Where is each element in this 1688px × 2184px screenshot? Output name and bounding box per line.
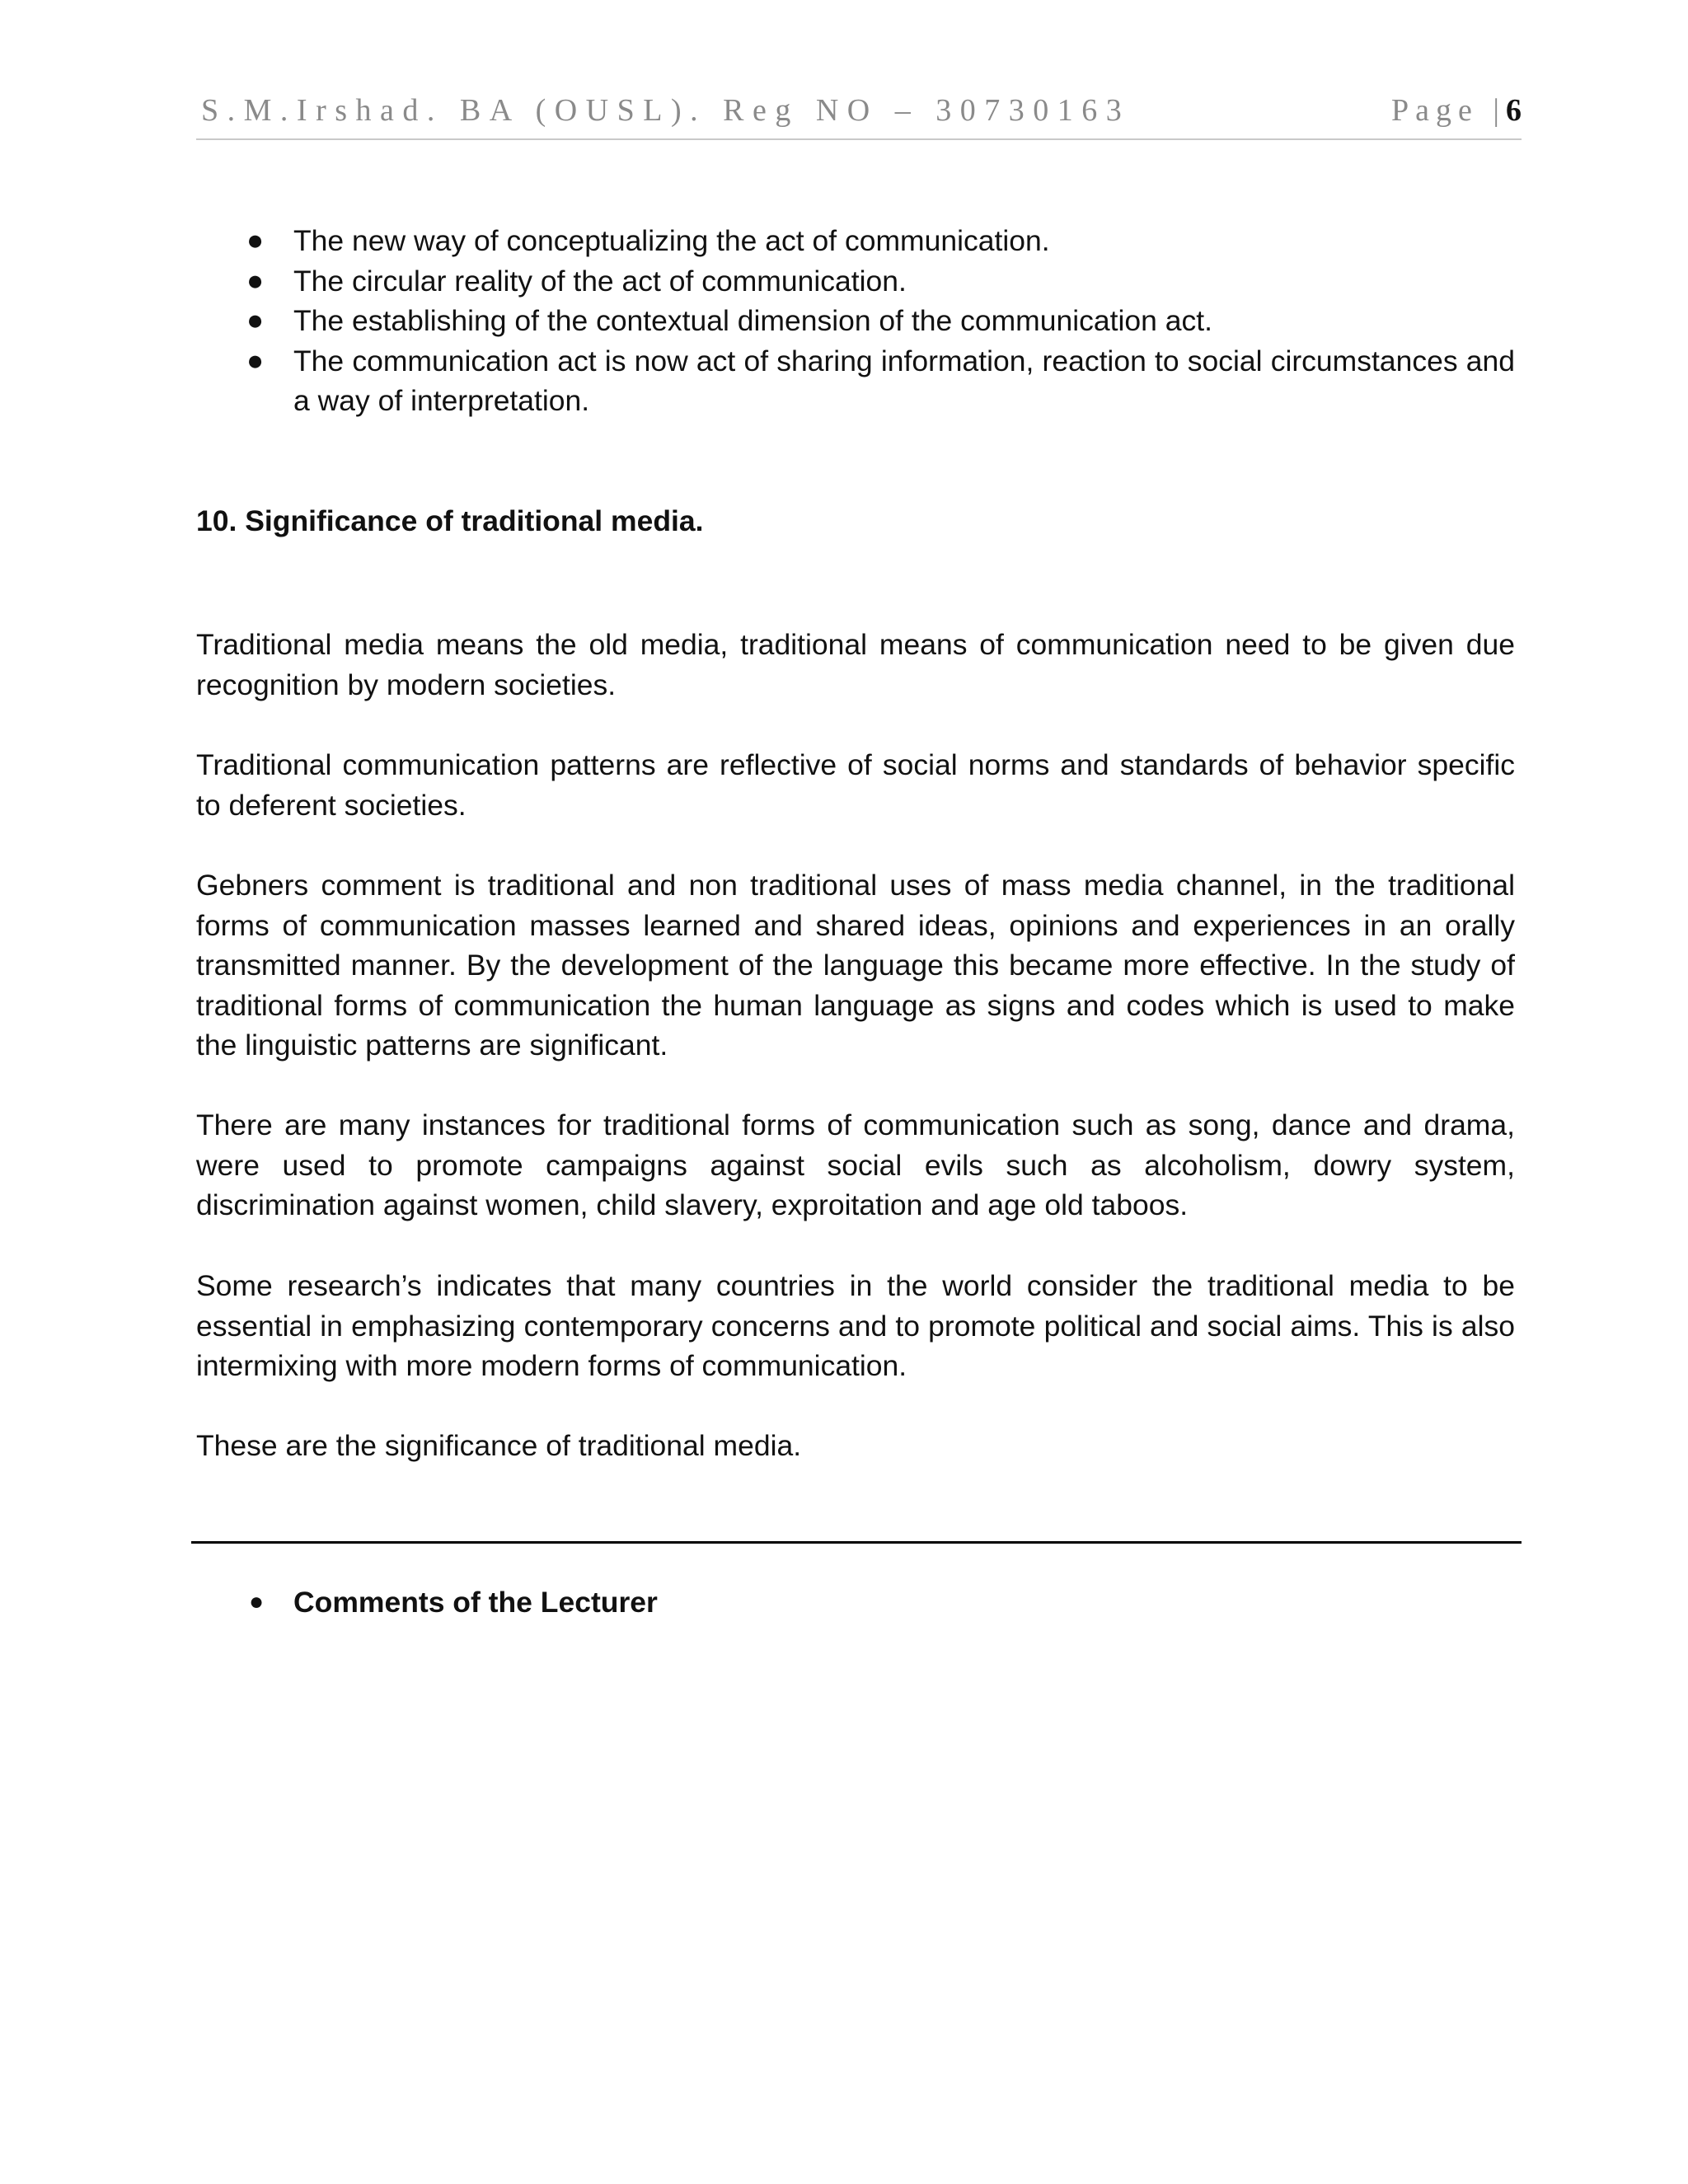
header-page-label [1391,92,1522,129]
paragraph: Traditional media means the old media, traditional means of communication need to be given due recognition by modern societies. [196,628,1515,701]
list-item [196,261,1515,302]
list-item [196,341,1515,421]
paragraph: Some research’s indicates that many countries in the world consider the traditional media to be essential in emphasizing contemporary concerns and to promote political and social aims. This is also intermixing with more modern forms of communication. [196,1269,1515,1382]
paragraph: Gebners comment is traditional and non traditional uses of mass media channel, in the traditional forms of communication masses learned and shared ideas, opinions and experiences in an orally transmitted manner. By the development of the language this became more effective. In the study of traditional forms of communication the human language as signs and codes which is used to make the linguistic patterns are significant. [196,869,1515,1062]
bullet-icon: ● [246,264,265,297]
list-item [196,221,1515,261]
list-item-text: The circular reality of the act of communication. [293,264,907,298]
bullet-icon: ● [249,1588,265,1615]
paragraph: Traditional communication patterns are reflective of social norms and standards of behavior specific to deferent societies. [196,748,1515,822]
divider [191,1541,1522,1544]
list-item [196,301,1515,341]
lecturer-comments-label: Comments of the Lecturer [293,1586,658,1619]
lecturer-comments-list [196,1582,658,1623]
list-item [196,1582,658,1623]
page-number: 6 [1506,93,1522,128]
page-header [196,92,1522,140]
paragraph: There are many instances for traditional forms of communication such as song, dance and drama, were used to promote campaigns against social evils such as alcoholism, dowry system, discrimination against women, child slavery, exproitation and age old taboos. [196,1108,1515,1221]
list-item-text: The new way of conceptualizing the act of communication. [293,224,1050,257]
bullet-icon: ● [246,344,265,377]
bullet-list [196,221,1515,421]
bullet-icon: ● [246,224,265,256]
list-item-text: The communication act is now act of sharing information, reaction to social circumstances and a way of interpretation. [293,344,1515,417]
header-author-info: S.M.Irshad. BA (OUSL). Reg NO – 30730163 [201,93,1131,128]
page-label: Page | [1391,93,1506,128]
bullet-icon: ● [246,304,265,336]
paragraph: These are the significance of traditional media. [196,1429,802,1462]
section-heading: 10. Significance of traditional media. [196,504,704,537]
list-item-text: The establishing of the contextual dimension of the communication act. [293,304,1212,337]
